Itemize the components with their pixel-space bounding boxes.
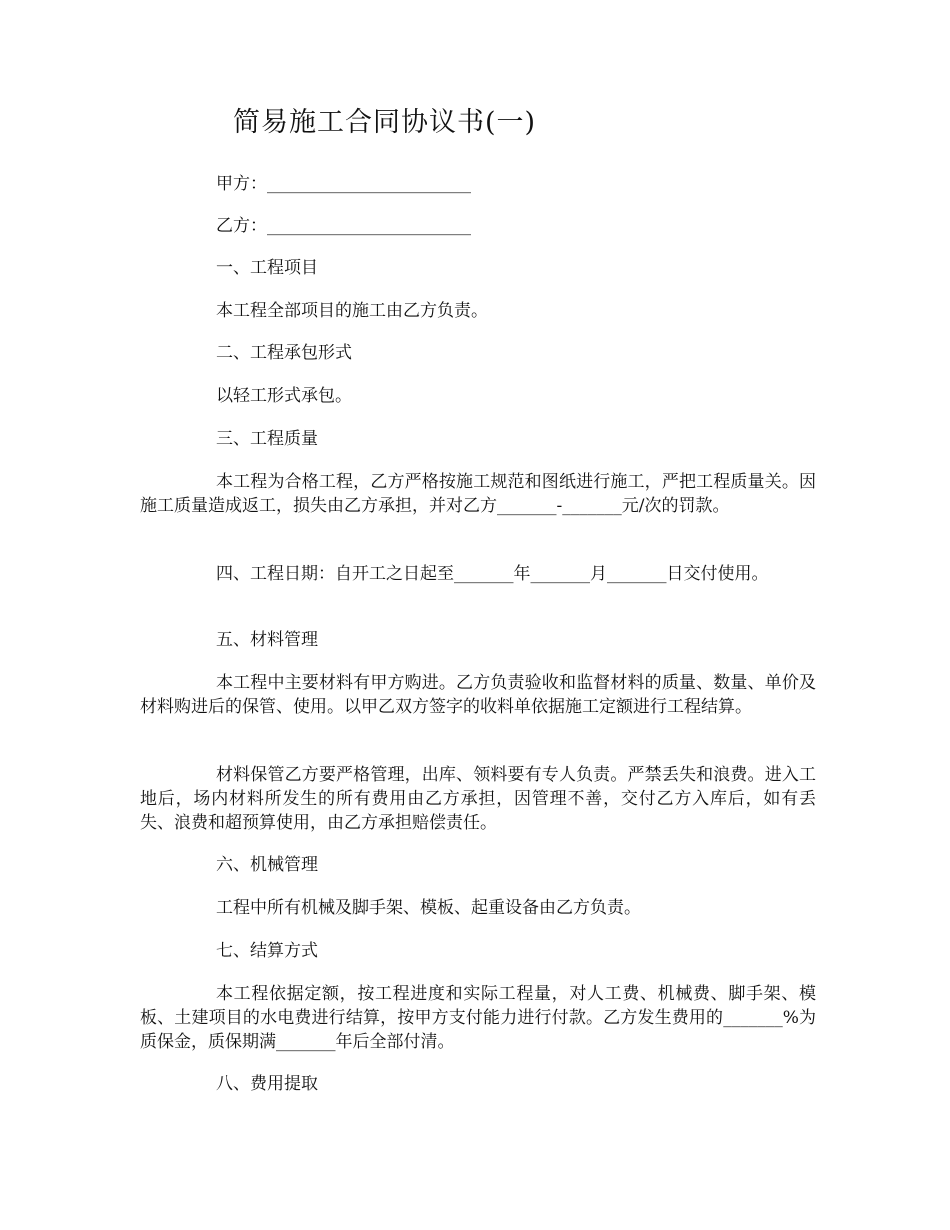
section-3-text: 本工程为合格工程，乙方严格按施工规范和图纸进行施工，严把工程质量关。因施工质量造成返工，损失由乙方承担，并对乙方_______-_______元/次的罚款。: [140, 472, 816, 516]
section-8-heading: 八、费用提取: [216, 1074, 318, 1094]
section-5-text-2: 材料保管乙方要严格管理，出库、领料要有专人负责。严禁丢失和浪费。进入工地后，场内材料所发生的所有费用由乙方承担，因管理不善，交付乙方入库后，如有丢失、浪费和超预算使用，由乙方承担赔偿责任。: [140, 765, 816, 833]
section-7-text: 本工程依据定额，按工程进度和实际工程量，对人工费、机械费、脚手架、模板、土建项目的水电费进行结算，按甲方支付能力进行付款。乙方发生费用的_______%为质保金，质保期满_______年后全部付清。: [140, 984, 816, 1052]
section-1-text: 本工程全部项目的施工由乙方负责。: [216, 301, 488, 321]
section-3-heading: 三、工程质量: [216, 429, 318, 449]
section-2-text: 以轻工形式承包。: [216, 386, 352, 406]
section-6-heading: 六、机械管理: [216, 855, 318, 875]
section-2-heading: 二、工程承包形式: [216, 343, 352, 363]
section-7-heading: 七、结算方式: [216, 941, 318, 961]
section-1-heading: 一、工程项目: [216, 258, 318, 278]
section-6-text: 工程中所有机械及脚手架、模板、起重设备由乙方负责。: [216, 898, 641, 918]
section-5-text-1: 本工程中主要材料有甲方购进。乙方负责验收和监督材料的质量、数量、单价及材料购进后的保管、使用。以甲乙双方签字的收料单依据施工定额进行工程结算。: [140, 673, 816, 717]
section-5-heading: 五、材料管理: [216, 630, 318, 650]
party-b-line: 乙方：________________________: [216, 216, 471, 236]
party-a-line: 甲方：________________________: [216, 174, 471, 194]
section-4-text: 四、工程日期：自开工之日起至_______年_______月_______日交付使用。: [216, 564, 769, 584]
document-title: 简易施工合同协议书(一): [233, 107, 537, 138]
